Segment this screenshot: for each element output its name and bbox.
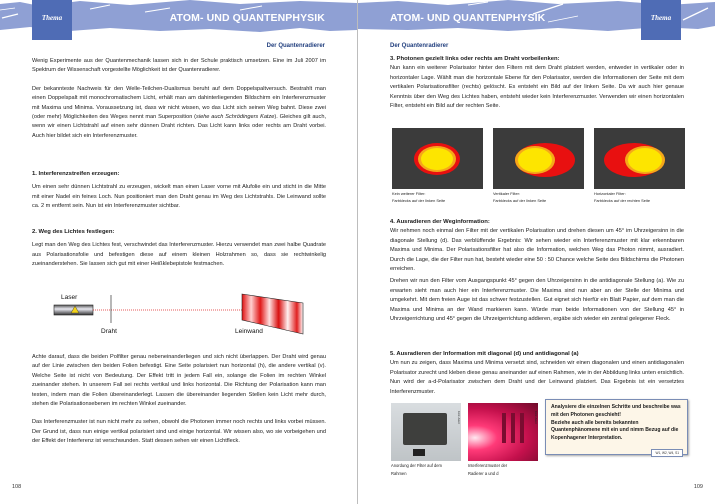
spot-caption-2: Vertikaler Filter: Farbklecks auf der linken Seite xyxy=(493,191,547,203)
photo-interference-pattern: Foto: Autor Interferenzmuster der Radierer a und d xyxy=(468,403,538,477)
task-text-2: Beziehe auch alle bereits bekannten Quantenphänomene mit ein und nimm Bezug auf die Kopenhagener Interpretation. xyxy=(551,419,679,442)
thema-tab: Thema xyxy=(641,0,681,40)
screen-label: Leinwand xyxy=(235,328,263,335)
section-4-text: Wir nehmen noch einmal den Filter mit der vertikalen Polarisation und drehen diesen um 45° im Uhrzeigersinn in die diagonale Stellung (d). Das verblüffende Ergebnis: Wir sehen wieder ein Interferenzmuster mit klar erkennbaren Maxima und Minima. Der Polarisationsfilter hat also die Information, welchen Weg das Photon nimmt, ausradiert. Durch die Lage, die der Filter nun hat, besteht wieder eine 50 : 50 Chance welche Seite des Bildschirms die Photonen erreichen. xyxy=(390,228,684,273)
section-2 xyxy=(32,228,326,270)
section-4-text-2: Drehen wir nun den Filter vom Ausgangspunkt 45° gegen den Uhrzeigersinn in die antidiagonale Stellung (a). Wie zu erwarten sieht man auch hier ein Interferenzmuster. Die Maxima sind nun aber an der Stelle der Minima und umgekehrt. Mit dem freien Auge ist das schwer festzustellen. Gut eignet sich hierfür ein Blatt Papier, auf dem man die Maxima und Minima an der Wand markieren kann. Würde man beide Informationen von der Stellung 45° in Uhrzeigerrichtung und 45° gegen die Uhrzeigerrichtung addieren, ergäbe sich wieder ein zentral gelegener Fleck. xyxy=(390,278,684,323)
spot-image-no-filter xyxy=(392,128,483,204)
task-box xyxy=(545,399,688,455)
header-banner xyxy=(0,0,357,34)
italic-reference: siehe auch Schrödingers Katze xyxy=(196,114,275,121)
competency-tag: W1, W2, W4, S1 xyxy=(651,449,683,457)
chapter-title: ATOM- UND QUANTENPHYSIK xyxy=(169,12,325,24)
section-5-heading: 5. Ausradieren der Information mit diagonal (d) und antidiagonal (a) xyxy=(390,351,579,357)
section-4 xyxy=(390,218,684,324)
dualism-paragraph: Der bekannteste Nachweis für den Welle-Teilchen-Dualismus beruht auf dem Doppelspaltversuch. Bestrahlt man einen Doppelspalt mit monochromatischem Licht, erhält man am dahinterliegenden Bildschirm ein Interferenzmuster mit Maxima und Minima. Voraussetzung ist, dass wir nicht wissen, wo das Licht sich seinen Weg bahnt. Diese zwei (oder mehr) Möglichkeiten des Weges nennt man Superposition (siehe auch Schrödingers Katze). Gleiches gilt auch, wenn wir einen Lichtstrahl auf einen sehr dünnen Draht richten. Das Licht kann links oder rechts am Draht vorbei. Auch hier bildet sich ein Interferenzmuster. xyxy=(32,85,327,139)
wire-label: Draht xyxy=(101,328,117,335)
experiment-diagram xyxy=(40,292,310,340)
polfilter-block xyxy=(32,353,326,447)
section-5-text: Um nun zu zeigen, dass Maxima und Minima versetzt sind, schneiden wir einen diagonalen und einen antidiagonalen Polarisator zurecht und kleben diese genau aneinander auf einen Rahmen, wie in der Abbildung links unten ersichtlich. Nun wird der a-d-Polarisator zwischen dem Draht und der Leinwand platziert. Das Ergebnis ist ein versetztes Interferenzmuster. xyxy=(390,360,684,395)
spot-images xyxy=(392,128,682,203)
thema-tab: Thema xyxy=(32,0,72,40)
photo-caption-1: Anordung der Filter auf dem Rahmen xyxy=(391,463,442,476)
spot-image-vertical-filter xyxy=(493,128,584,204)
section-1-heading: 1. Interferenzstreifen erzeugen: xyxy=(32,171,120,177)
spot-caption-1: Kein weiterer Filter: Farbklecks auf der linken Seite xyxy=(392,191,446,203)
spot-caption-3: Horizontaler Filter: Farbklecks auf der rechten Seite xyxy=(594,191,651,203)
section-1-text: Um einen sehr dünnen Lichtstrahl zu erzeugen, wickelt man einen Laser vorne mit Alufolie ein und sticht in die Mitte mit einer Nadel ein feines Loch. Nun positioniert man den Draht genau im Weg des Lichtstrahls. Die Leinwand sollte ca. 2 m entfernt sein. Nun ist ein Interferenzmuster sichtbar. xyxy=(32,184,326,210)
section-5 xyxy=(390,350,684,397)
right-page xyxy=(358,0,715,504)
intro-paragraph: Wenig Experimente aus der Quantenmechanik lassen sich in der Schule praktisch umsetzen. Eine im Juli 2007 im Spektrum der Wissenschaft vorgestellte Möglichkeit ist der Quantenradierer. xyxy=(32,58,326,74)
conclusion-paragraph: Das Interferenzmuster ist nun nicht mehr zu sehen, obwohl die Photonen immer noch rechts und links vorbei müssen. Der Grund ist, dass nun einige vertikal polarisiert sind und einige horizontal. Wir wissen also, wo sie vorbeigehen und der Effekt der Interferenz ist verschwunden. Statt dessen sehen wir einen Lichtfleck. xyxy=(32,419,326,445)
section-subtitle: Der Quantenradierer xyxy=(266,43,325,49)
photo-filter-frame: Foto: Autor Anordung der Filter auf dem Rahmen xyxy=(391,403,461,477)
section-2-text: Legt man den Weg des Lichtes fest, verschwindet das Interferenzmuster. Hierzu verwendet man zwei halbe Quadrate aus Polarisationsfolie und befestigen diese auf einem kleinen Holzrahmen so, dass sie rechtwinkelig zueinanderstehen. Sie lassen sich gut mit einer Heißklebepistole festmachen. xyxy=(32,242,326,268)
polfilter-paragraph: Achte darauf, dass die beiden Polfilter genau nebeneinanderliegen und sich nicht überlappen. Der Draht wird genau auf der Linie zwischen den beiden Folien befestigt. Eine Seite polarisiert nun horizontal (h), die andere vertikal (v). Welche Seite ist nicht von Bedeutung. Der Effekt tritt in jedem Fall ein, solange die Folien im rechten Winkel zueinander stehen. In unserem Fall sei rechts vertikal und links horizontal. Die Richtung der Polarisation kann man testen, indem man die Folien übereinanderlegt. Lassen die übereinander liegenden Stellen kein Licht mehr durch, stehen die Polarisationsebenen im rechten Winkel zueinander. xyxy=(32,354,326,408)
chapter-title: ATOM- UND QUANTENPHYSIK xyxy=(390,12,546,24)
left-page xyxy=(0,0,357,504)
section-2-heading: 2. Weg des Lichtes festlegen: xyxy=(32,229,115,235)
header-banner xyxy=(358,0,715,34)
photo-caption-2: Interferenzmuster der Radierer a und d xyxy=(468,463,508,476)
intro-block xyxy=(32,57,326,141)
spot-image-horizontal-filter xyxy=(594,128,685,204)
section-3-text: Nun kann ein weiterer Polarisator hinter den Filtern mit dem Draht platziert werden, entweder in vertikaler oder in horizontaler Lage. Wählt man die horizontale Ebene für den Polarisator, werden die Informationen der Seite mit dem vertikalen Polarisationsfilter (rechts) gelöscht. Es entsteht ein Bild auf der linken Seite. Da wir auch hier genaue Kenntnis über den Weg des Lichtes haben, entsteht wieder kein Interferenzmuster. Verwenden wir einen horizontalen Filter, entsteht ein Bild auf der rechten Seite. xyxy=(390,65,684,110)
section-subtitle: Der Quantenradierer xyxy=(390,43,449,49)
page-number-left: 108 xyxy=(12,484,22,490)
laser-label: Laser xyxy=(61,294,78,301)
section-1 xyxy=(32,170,326,212)
section-3-heading: 3. Photonen gezielt links oder rechts am Draht vorbeilenken: xyxy=(390,56,560,62)
section-4-heading: 4. Ausradieren der Weginformation: xyxy=(390,219,490,225)
section-3 xyxy=(390,55,684,111)
task-text-1: Analysiere die einzelnen Schritte und beschreibe was mit den Photonen geschieht! xyxy=(551,404,681,418)
page-number-right: 109 xyxy=(693,484,703,490)
